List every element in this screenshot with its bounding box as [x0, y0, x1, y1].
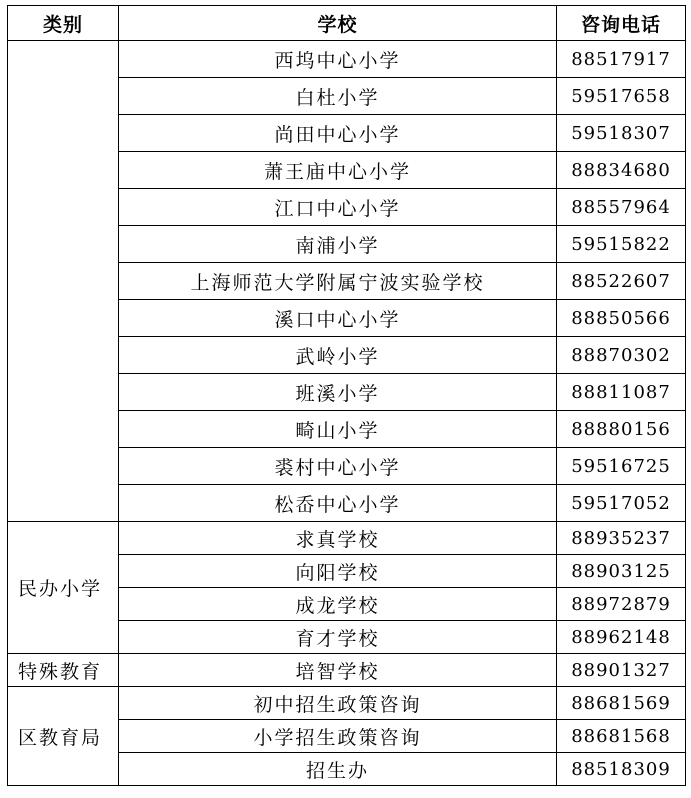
school-name: 育才学校	[119, 621, 557, 654]
phone-number: 59517658	[557, 78, 686, 115]
phone-number: 88901327	[557, 654, 686, 687]
school-name: 尚田中心小学	[119, 115, 557, 152]
table-row	[8, 522, 686, 555]
table-row	[8, 687, 686, 720]
category-cell: 民办小学	[8, 522, 119, 654]
header-phone: 咨询电话	[557, 6, 686, 41]
phone-number: 59515822	[557, 226, 686, 263]
phone-number: 88870302	[557, 337, 686, 374]
phone-number: 88903125	[557, 555, 686, 588]
phone-number: 88834680	[557, 152, 686, 189]
phone-number: 88681568	[557, 720, 686, 753]
school-name: 西坞中心小学	[119, 41, 557, 78]
school-name: 白杜小学	[119, 78, 557, 115]
school-name: 裘村中心小学	[119, 448, 557, 485]
phone-number: 88880156	[557, 411, 686, 448]
school-name: 南浦小学	[119, 226, 557, 263]
school-name: 班溪小学	[119, 374, 557, 411]
phone-number: 59518307	[557, 115, 686, 152]
category-cell: 区教育局	[8, 687, 119, 786]
school-name: 向阳学校	[119, 555, 557, 588]
phone-number: 59516725	[557, 448, 686, 485]
header-category: 类别	[8, 6, 119, 41]
phone-number: 88850566	[557, 300, 686, 337]
phone-number: 88935237	[557, 522, 686, 555]
table-row	[8, 41, 686, 78]
table-row	[8, 654, 686, 687]
phone-number: 88517917	[557, 41, 686, 78]
phone-number: 88972879	[557, 588, 686, 621]
phone-number: 88557964	[557, 189, 686, 226]
category-cell: 特殊教育	[8, 654, 119, 687]
school-name: 成龙学校	[119, 588, 557, 621]
school-name: 求真学校	[119, 522, 557, 555]
school-name: 上海师范大学附属宁波实验学校	[119, 263, 557, 300]
category-cell	[8, 41, 119, 522]
school-name: 招生办	[119, 753, 557, 786]
school-name: 江口中心小学	[119, 189, 557, 226]
phone-number: 88522607	[557, 263, 686, 300]
header-row	[8, 6, 686, 41]
school-name: 萧王庙中心小学	[119, 152, 557, 189]
school-name: 溪口中心小学	[119, 300, 557, 337]
school-name: 武岭小学	[119, 337, 557, 374]
school-contact-table	[7, 5, 686, 786]
phone-number: 88681569	[557, 687, 686, 720]
phone-number: 88811087	[557, 374, 686, 411]
school-name: 畸山小学	[119, 411, 557, 448]
school-name: 松岙中心小学	[119, 485, 557, 522]
phone-number: 88518309	[557, 753, 686, 786]
school-name: 培智学校	[119, 654, 557, 687]
school-name: 小学招生政策咨询	[119, 720, 557, 753]
phone-number: 88962148	[557, 621, 686, 654]
header-school: 学校	[119, 6, 557, 41]
phone-number: 59517052	[557, 485, 686, 522]
school-name: 初中招生政策咨询	[119, 687, 557, 720]
